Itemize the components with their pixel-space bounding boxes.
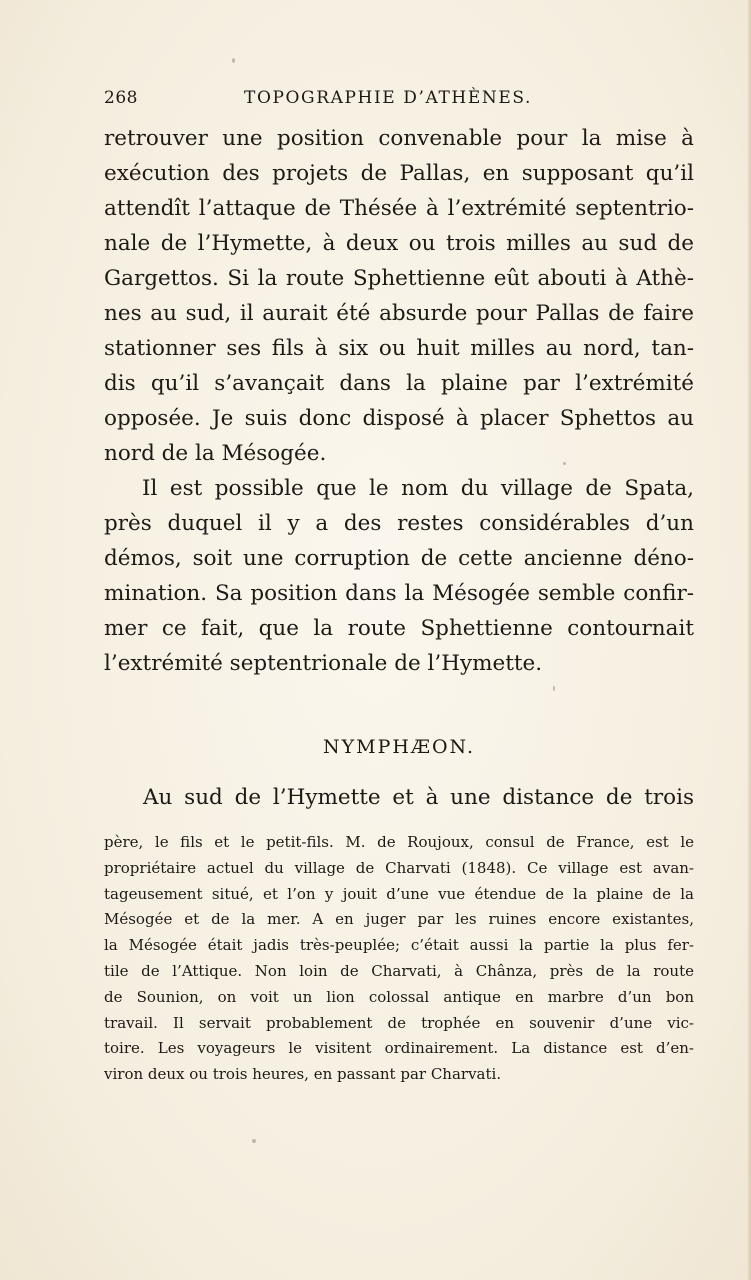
- footnote-line: tageusement situé, et l’on y jouit d’une vue étendue de la plaine de la: [104, 884, 694, 903]
- footnote-line: viron deux ou trois heures, en passant par Charvati.: [104, 1065, 502, 1084]
- section-heading: NYMPHÆON.: [322, 736, 476, 758]
- paper-speck: [563, 462, 566, 465]
- page-number: 268: [104, 88, 138, 108]
- text-line: retrouver une position convenable pour la mise à: [104, 126, 694, 151]
- footnote-line: propriétaire actuel du village de Charvati (1848). Ce village est avan-: [104, 858, 694, 877]
- footnote-line: Mésogée et de la mer. A en juger par les ruines encore existantes,: [104, 910, 694, 929]
- paragraph-end-line: l’extrémité septentrionale de l’Hymette.: [104, 651, 543, 676]
- page-edge-shadow: [747, 0, 751, 1280]
- text-line: attendît l’attaque de Thésée à l’extrémité septentrio-: [104, 196, 694, 221]
- page-header: [104, 88, 694, 110]
- text-line: opposée. Je suis donc disposé à placer Sphettos au: [104, 406, 694, 431]
- running-title: TOPOGRAPHIE D’ATHÈNES.: [244, 88, 532, 108]
- paper-speck: [252, 1139, 256, 1143]
- section-intro-line: Au sud de l’Hymette et à une distance de trois: [143, 785, 694, 810]
- text-line: démos, soit une corruption de cette ancienne déno-: [104, 546, 694, 571]
- footnote-line: travail. Il servait probablement de trophée en souvenir d’une vic-: [104, 1013, 694, 1032]
- text-line: mination. Sa position dans la Mésogée semble confir-: [104, 581, 694, 606]
- text-line: exécution des projets de Pallas, en supposant qu’il: [104, 161, 694, 186]
- text-line: mer ce fait, que la route Sphettienne contournait: [104, 616, 694, 641]
- text-line: Gargettos. Si la route Sphettienne eût abouti à Athè-: [104, 266, 694, 291]
- footnote-line: de Sounion, on voit un lion colossal antique en marbre d’un bon: [104, 987, 694, 1006]
- footnote: [104, 830, 694, 1088]
- text-line: nale de l’Hymette, à deux ou trois milles au sud de: [104, 231, 694, 256]
- paper-speck: [232, 58, 235, 63]
- text-line: dis qu’il s’avançait dans la plaine par l’extrémité: [104, 371, 694, 396]
- text-line: nes au sud, il aurait été absurde pour Pallas de faire: [104, 301, 694, 326]
- text-line: près duquel il y a des restes considérables d’un: [104, 511, 694, 536]
- footnote-line: tile de l’Attique. Non loin de Charvati, à Chânza, près de la route: [104, 961, 694, 980]
- text-line: stationner ses fils à six ou huit milles au nord, tan-: [104, 336, 694, 361]
- paragraph-end-line: nord de la Mésogée.: [104, 441, 327, 466]
- footnote-line: toire. Les voyageurs le visitent ordinairement. La distance est d’en-: [104, 1039, 694, 1058]
- paper-speck: [553, 686, 555, 691]
- footnote-line: père, le fils et le petit-fils. M. de Roujoux, consul de France, est le: [104, 833, 694, 851]
- footnote-line: la Mésogée était jadis très-peuplée; c’était aussi la partie la plus fer-: [104, 936, 694, 955]
- paragraph-start-line: Il est possible que le nom du village de Spata,: [142, 476, 694, 501]
- main-text: [104, 121, 694, 681]
